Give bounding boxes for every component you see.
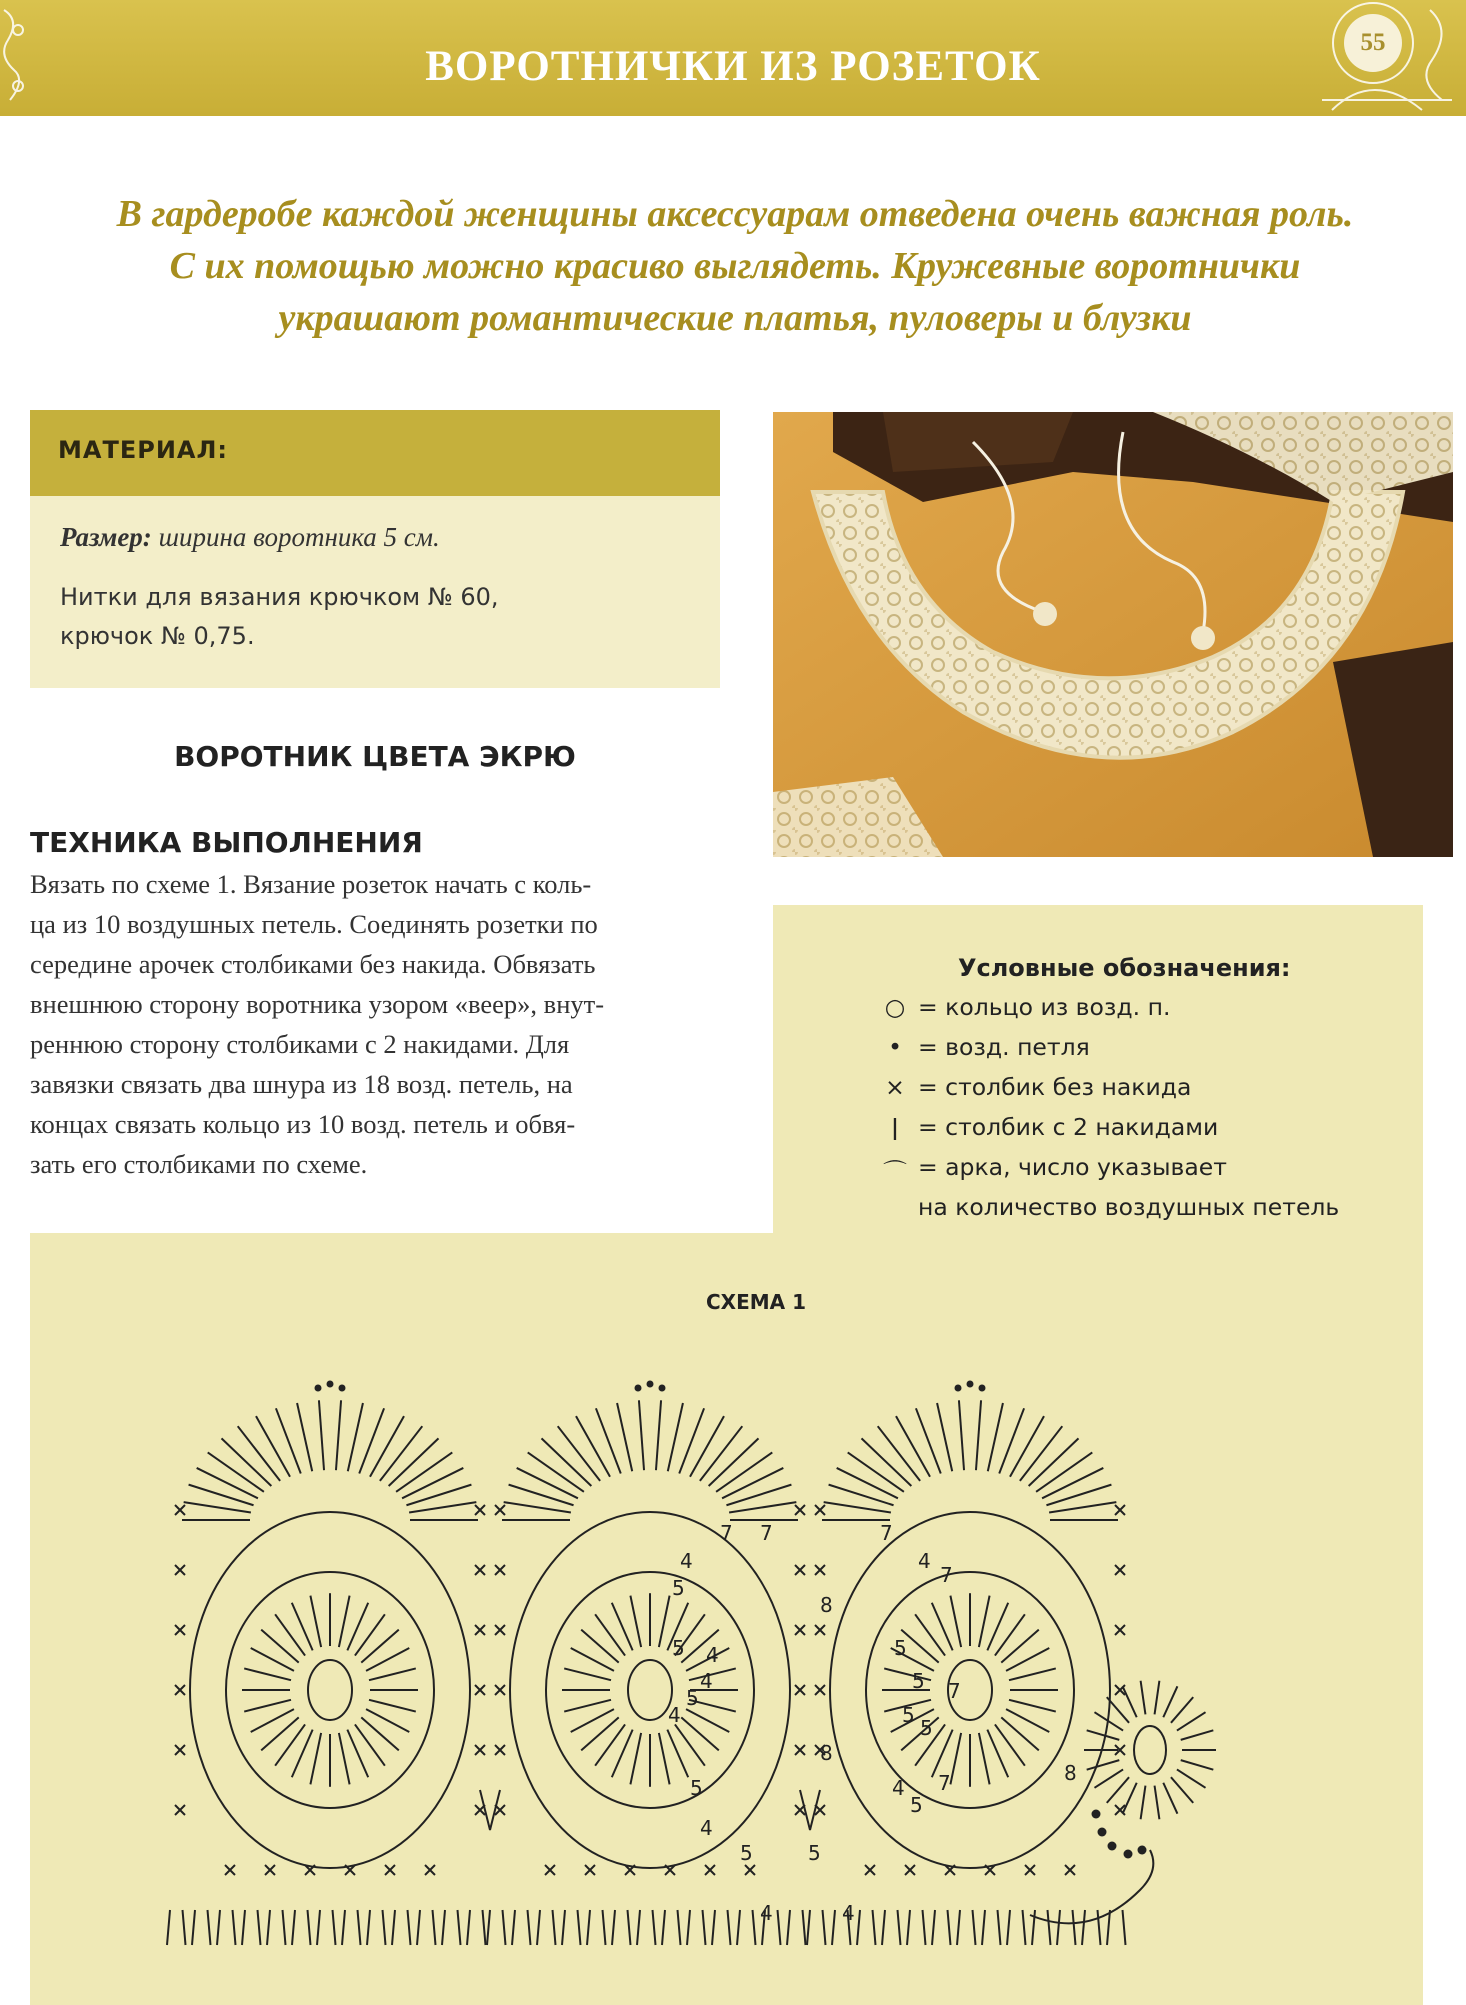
technique-line: завязки связать два шнура из 18 возд. петель, на bbox=[30, 1069, 573, 1099]
radial-stitch bbox=[339, 1733, 350, 1784]
intro-text bbox=[20, 188, 1450, 344]
fan-stitch bbox=[690, 1416, 724, 1477]
stitch-bar bbox=[1007, 1910, 1010, 1945]
arch-count-label: 4 bbox=[700, 1816, 713, 1840]
stitch-bar bbox=[857, 1910, 860, 1945]
stitch-bar bbox=[1082, 1910, 1085, 1945]
stitch-cross bbox=[585, 1865, 595, 1875]
radial-stitch bbox=[979, 1596, 990, 1647]
arch-count-label: 5 bbox=[808, 1841, 821, 1865]
fan-stitch bbox=[824, 1502, 891, 1512]
arch-count-label: 7 bbox=[940, 1563, 953, 1587]
radial-stitch bbox=[310, 1733, 321, 1784]
intro-line: В гардеробе каждой женщины аксессуарам отведена очень важная роль. bbox=[116, 193, 1354, 235]
stitch-bar bbox=[628, 1910, 631, 1945]
dot-icon: • bbox=[888, 1033, 902, 1061]
radial-stitch bbox=[564, 1668, 611, 1680]
legend-text: = кольцо из возд. п. bbox=[918, 993, 1171, 1021]
size-line bbox=[60, 522, 710, 553]
fan-stitch bbox=[197, 1468, 258, 1498]
cord-radial-stitch bbox=[1155, 1681, 1160, 1715]
size-value: ширина воротника 5 см. bbox=[158, 522, 440, 552]
legend-title: Условные обозначения: bbox=[958, 954, 1291, 982]
radial-stitch bbox=[950, 1596, 961, 1647]
fan-stitch bbox=[617, 1403, 632, 1471]
arch-count-label: 5 bbox=[672, 1636, 685, 1660]
stitch-bar bbox=[587, 1910, 590, 1945]
outer-arch-ring bbox=[190, 1512, 470, 1868]
stitch-bar bbox=[358, 1910, 361, 1945]
page-number-badge: 55 bbox=[1344, 14, 1402, 72]
radial-stitch bbox=[244, 1700, 291, 1712]
stitch-cross bbox=[815, 1565, 825, 1575]
fan-stitch bbox=[1020, 1426, 1062, 1481]
stitch-bar bbox=[528, 1910, 531, 1945]
fan-stitch bbox=[988, 1403, 1003, 1471]
fan-stitch bbox=[937, 1403, 952, 1471]
cord-radial-stitch bbox=[1123, 1783, 1137, 1814]
stitch-cross bbox=[475, 1745, 485, 1755]
cord-radial-stitch bbox=[1181, 1730, 1214, 1740]
radial-stitch bbox=[659, 1596, 670, 1647]
technique-line: реннюю сторону столбиками с 2 накидами. Для bbox=[30, 1029, 570, 1059]
stitch-cross bbox=[1115, 1625, 1125, 1635]
stitch-bar bbox=[562, 1910, 565, 1945]
picot-dot bbox=[955, 1385, 962, 1392]
fan-stitch bbox=[679, 1408, 704, 1473]
fan-stitch bbox=[959, 1400, 964, 1470]
stitch-cross bbox=[545, 1865, 555, 1875]
arch-count-label: 5 bbox=[740, 1841, 753, 1865]
legend-text: = столбик без накида bbox=[918, 1073, 1192, 1101]
stitch-bar bbox=[578, 1910, 581, 1945]
stitch-bar bbox=[487, 1910, 490, 1945]
stitch-cross bbox=[475, 1625, 485, 1635]
stitch-bar bbox=[342, 1910, 345, 1945]
technique-text bbox=[30, 864, 722, 1184]
arch-count-label: 7 bbox=[880, 1521, 893, 1545]
fan-stitch bbox=[700, 1426, 742, 1481]
cord-radial-stitch bbox=[1177, 1769, 1206, 1787]
technique-line: середине арочек столбиками без накида. Обвязать bbox=[30, 949, 596, 979]
fan-stitch bbox=[406, 1485, 471, 1506]
cord-radial-stitch bbox=[1177, 1712, 1206, 1730]
stitch-cross bbox=[795, 1565, 805, 1575]
cross-icon: × bbox=[885, 1073, 905, 1101]
stitch-cross bbox=[745, 1865, 755, 1875]
arch-count-label: 8 bbox=[820, 1741, 833, 1765]
stitch-cross bbox=[795, 1685, 805, 1695]
stitch-bar bbox=[537, 1910, 540, 1945]
stitch-cross bbox=[175, 1625, 185, 1635]
arch-count-label: 5 bbox=[686, 1686, 699, 1710]
stitch-cross bbox=[905, 1865, 915, 1875]
stitch-cross bbox=[705, 1865, 715, 1875]
stitch-cross bbox=[815, 1505, 825, 1515]
fan-stitch bbox=[576, 1416, 610, 1477]
stitch-bar bbox=[267, 1910, 270, 1945]
stitch-bar bbox=[703, 1910, 706, 1945]
cord-radial-stitch bbox=[1123, 1686, 1137, 1717]
fan-stitch bbox=[829, 1485, 894, 1506]
fan-stitch bbox=[238, 1426, 280, 1481]
picot-dot bbox=[339, 1385, 346, 1392]
fan-stitch bbox=[319, 1400, 324, 1470]
cord-radial-stitch bbox=[1163, 1686, 1177, 1717]
stitch-bar bbox=[442, 1910, 445, 1945]
stitch-bar bbox=[982, 1910, 985, 1945]
fan-stitch bbox=[999, 1408, 1024, 1473]
stitch-cross bbox=[1025, 1865, 1035, 1875]
fan-stitch bbox=[878, 1426, 920, 1481]
fan-stitch bbox=[504, 1502, 571, 1512]
arch-count-label: 5 bbox=[690, 1776, 703, 1800]
fan-stitch bbox=[896, 1416, 930, 1477]
stitch-bar bbox=[948, 1910, 951, 1945]
fan-stitch bbox=[1042, 1468, 1103, 1498]
fan-stitch bbox=[348, 1403, 363, 1471]
arch-count-label: 8 bbox=[820, 1593, 833, 1617]
cord-radial-stitch bbox=[1141, 1786, 1146, 1820]
arch-count-label: 5 bbox=[910, 1793, 923, 1817]
arch-count-label: 7 bbox=[720, 1521, 733, 1545]
arch-icon: ⌒ bbox=[883, 1158, 907, 1186]
picot-dot bbox=[979, 1385, 986, 1392]
radial-stitch bbox=[979, 1733, 990, 1784]
stitch-bar bbox=[433, 1910, 436, 1945]
stitch-cross bbox=[815, 1625, 825, 1635]
collar-title: ВОРОТНИК ЦВЕТА ЭКРЮ bbox=[174, 740, 576, 773]
arch-count-label: 5 bbox=[912, 1669, 925, 1693]
fan-stitch bbox=[297, 1403, 312, 1471]
stitch-bar bbox=[957, 1910, 960, 1945]
stitch-bar bbox=[308, 1910, 311, 1945]
fan-stitch bbox=[517, 1468, 578, 1498]
stitch-bar bbox=[603, 1910, 606, 1945]
fan-stitch bbox=[558, 1426, 600, 1481]
arch-count-label: 7 bbox=[760, 1521, 773, 1545]
yarn-line: крючок № 0,75. bbox=[60, 622, 255, 650]
radial-stitch bbox=[369, 1700, 416, 1712]
stitch-bar bbox=[503, 1910, 506, 1945]
fan-stitch bbox=[359, 1408, 384, 1473]
radial-stitch bbox=[1009, 1668, 1056, 1680]
technique-line: внешнюю сторону воротника узором «веер», внут- bbox=[30, 989, 605, 1019]
cord-ring bbox=[1030, 1681, 1216, 1924]
stitch-bar bbox=[907, 1910, 910, 1945]
stitch-cross bbox=[815, 1685, 825, 1695]
arch-count-label: 5 bbox=[894, 1636, 907, 1660]
material-header bbox=[30, 410, 720, 496]
cord-radial-stitch bbox=[1181, 1760, 1214, 1770]
radial-stitch bbox=[369, 1668, 416, 1680]
radial-stitch bbox=[564, 1700, 611, 1712]
stitch-cross bbox=[795, 1625, 805, 1635]
technique-title: ТЕХНИКА ВЫПОЛНЕНИЯ bbox=[30, 826, 423, 859]
stitch-bar bbox=[242, 1910, 245, 1945]
stitch-cross bbox=[225, 1865, 235, 1875]
technique-line: Вязать по схеме 1. Вязание розеток начать с коль- bbox=[30, 869, 592, 899]
stitch-bar bbox=[408, 1910, 411, 1945]
bar-icon: ǀ bbox=[891, 1113, 899, 1141]
stitch-bar bbox=[728, 1910, 731, 1945]
arch-count-label: 7 bbox=[948, 1679, 961, 1703]
fan-stitch bbox=[256, 1416, 290, 1477]
stitch-cross bbox=[1115, 1505, 1125, 1515]
fan-stitch bbox=[276, 1408, 301, 1473]
stitch-bar bbox=[807, 1910, 810, 1945]
fan-stitch bbox=[837, 1468, 898, 1498]
fan-stitch bbox=[729, 1502, 796, 1512]
stitch-cross bbox=[475, 1505, 485, 1515]
stitch-bar bbox=[687, 1910, 690, 1945]
stitch-bar bbox=[787, 1910, 790, 1945]
stitch-cross bbox=[175, 1745, 185, 1755]
ring-icon: ○ bbox=[884, 993, 906, 1021]
fan-stitch bbox=[639, 1400, 644, 1470]
arch-count-label: 4 bbox=[706, 1643, 719, 1667]
stitch-cross bbox=[385, 1865, 395, 1875]
arch-count-label: 4 bbox=[892, 1776, 905, 1800]
join-v bbox=[800, 1790, 820, 1830]
arch-count-label: 4 bbox=[680, 1549, 693, 1573]
radial-stitch bbox=[1009, 1700, 1056, 1712]
cord-radial-stitch bbox=[1155, 1786, 1160, 1820]
stitch-cross bbox=[175, 1805, 185, 1815]
stitch-bar bbox=[832, 1910, 835, 1945]
stitch-bar bbox=[873, 1910, 876, 1945]
yarn-line: Нитки для вязания крючком № 60, bbox=[60, 583, 499, 611]
stitch-bar bbox=[973, 1910, 976, 1945]
stitch-bar bbox=[923, 1910, 926, 1945]
stitch-bar bbox=[483, 1910, 486, 1945]
cord-ring-center bbox=[1134, 1726, 1166, 1774]
chain-dot bbox=[1092, 1810, 1101, 1819]
picot-dot bbox=[647, 1381, 654, 1388]
fan-stitch bbox=[380, 1426, 422, 1481]
stitch-cross bbox=[265, 1865, 275, 1875]
stitch-cross bbox=[175, 1565, 185, 1575]
arch-label-group bbox=[668, 1521, 1077, 1925]
radial-stitch bbox=[339, 1596, 350, 1647]
stitch-cross bbox=[1065, 1865, 1075, 1875]
intro-line: украшают романтические платья, пуловеры и блузки bbox=[278, 297, 1192, 339]
cord-radial-stitch bbox=[1163, 1783, 1177, 1814]
stitch-bar bbox=[1073, 1910, 1076, 1945]
picot-dot bbox=[315, 1385, 322, 1392]
stitch-bar bbox=[1048, 1910, 1051, 1945]
stitch-bar bbox=[183, 1910, 186, 1945]
technique-line: ца из 10 воздушных петель. Соединять розетки по bbox=[30, 909, 598, 939]
stitch-bar bbox=[258, 1910, 261, 1945]
stitch-bar bbox=[778, 1910, 781, 1945]
chain-dot bbox=[1098, 1828, 1107, 1837]
radial-stitch bbox=[630, 1733, 641, 1784]
stitch-bar bbox=[753, 1910, 756, 1945]
arch-count-label: 4 bbox=[760, 1901, 773, 1925]
picot-dot bbox=[635, 1385, 642, 1392]
stitch-bar bbox=[932, 1910, 935, 1945]
chain-dot bbox=[1124, 1850, 1133, 1859]
stitch-cross bbox=[175, 1685, 185, 1695]
yarn-text bbox=[60, 578, 700, 656]
legend-text: = возд. петля bbox=[918, 1033, 1090, 1061]
crochet-diagram bbox=[150, 1370, 1350, 1960]
stitch-bar bbox=[317, 1910, 320, 1945]
stitch-bar bbox=[208, 1910, 211, 1945]
arch-count-label: 4 bbox=[700, 1669, 713, 1693]
stitch-cross bbox=[495, 1505, 505, 1515]
arch-count-label: 5 bbox=[902, 1703, 915, 1727]
fan-stitch bbox=[402, 1468, 463, 1498]
legend-text: = арка, число указывает bbox=[918, 1153, 1227, 1181]
fan-stitch bbox=[509, 1485, 574, 1506]
stitch-bar bbox=[612, 1910, 615, 1945]
fan-stitch bbox=[722, 1468, 783, 1498]
arch-count-label: 8 bbox=[1064, 1761, 1077, 1785]
page-title: ВОРОТНИЧКИ ИЗ РОЗЕТОК bbox=[425, 43, 1041, 90]
technique-line: зать его столбиками по схеме. bbox=[30, 1149, 368, 1179]
fan-stitch bbox=[336, 1400, 341, 1470]
cord-radial-stitch bbox=[1171, 1697, 1193, 1723]
stitch-bar bbox=[678, 1910, 681, 1945]
cord-radial-stitch bbox=[1107, 1777, 1129, 1803]
stitch-cross bbox=[795, 1745, 805, 1755]
stitch-bar bbox=[998, 1910, 1001, 1945]
cord-radial-stitch bbox=[1094, 1769, 1123, 1787]
cord-radial-stitch bbox=[1141, 1681, 1146, 1715]
collar-photo bbox=[773, 412, 1453, 857]
stitch-cross bbox=[795, 1505, 805, 1515]
arch-count-label: 5 bbox=[920, 1716, 933, 1740]
stitch-bar bbox=[712, 1910, 715, 1945]
stitch-bar bbox=[458, 1910, 461, 1945]
fan-stitch bbox=[1010, 1416, 1044, 1477]
stitch-cross bbox=[495, 1565, 505, 1575]
fan-stitch bbox=[976, 1400, 981, 1470]
size-label: Размер: bbox=[60, 522, 152, 552]
chain-dot bbox=[1138, 1846, 1147, 1855]
fan-stitch bbox=[189, 1485, 254, 1506]
stitch-bar bbox=[217, 1910, 220, 1945]
stitch-cross bbox=[175, 1505, 185, 1515]
fan-stitch bbox=[596, 1408, 621, 1473]
fan-stitch bbox=[1049, 1502, 1116, 1512]
stitch-cross bbox=[865, 1865, 875, 1875]
material-title: МАТЕРИАЛ: bbox=[58, 436, 229, 464]
fan-stitch bbox=[726, 1485, 791, 1506]
fan-stitch bbox=[370, 1416, 404, 1477]
center-ring bbox=[628, 1660, 672, 1720]
arch-count-label: 4 bbox=[668, 1703, 681, 1727]
stitch-cross bbox=[475, 1565, 485, 1575]
picot-dot bbox=[327, 1381, 334, 1388]
arch-count-label: 5 bbox=[672, 1576, 685, 1600]
stitch-bar bbox=[1023, 1910, 1026, 1945]
stitch-bar bbox=[637, 1910, 640, 1945]
material-panel bbox=[30, 410, 720, 688]
outer-arch-ring bbox=[510, 1512, 790, 1868]
stitch-bar bbox=[283, 1910, 286, 1945]
stitch-bar bbox=[662, 1910, 665, 1945]
stitch-bar bbox=[383, 1910, 386, 1945]
radial-stitch bbox=[310, 1596, 321, 1647]
cord-radial-stitch bbox=[1087, 1730, 1120, 1740]
motif-group bbox=[167, 1381, 1126, 1946]
stitch-cross bbox=[495, 1745, 505, 1755]
intro-line: С их помощью можно красиво выглядеть. Кружевные воротнички bbox=[169, 245, 1301, 287]
cord-radial-stitch bbox=[1087, 1760, 1120, 1770]
stitch-bar bbox=[882, 1910, 885, 1945]
stitch-bar bbox=[823, 1910, 826, 1945]
stitch-bar bbox=[653, 1910, 656, 1945]
stitch-cross bbox=[425, 1865, 435, 1875]
picot-dot bbox=[659, 1385, 666, 1392]
stitch-bar bbox=[1107, 1910, 1110, 1945]
arch-count-label: 7 bbox=[938, 1771, 951, 1795]
stitch-bar bbox=[233, 1910, 236, 1945]
stitch-bar bbox=[417, 1910, 420, 1945]
picot-dot bbox=[967, 1381, 974, 1388]
chain-dot bbox=[1108, 1842, 1117, 1851]
fan-stitch bbox=[1046, 1485, 1111, 1506]
radial-stitch bbox=[630, 1596, 641, 1647]
radial-stitch bbox=[659, 1733, 670, 1784]
stitch-bar bbox=[737, 1910, 740, 1945]
stitch-bar bbox=[192, 1910, 195, 1945]
stitch-bar bbox=[553, 1910, 556, 1945]
technique-line: концах связать кольцо из 10 возд. петель и обвя- bbox=[30, 1109, 576, 1139]
join-v bbox=[480, 1790, 500, 1830]
fan-stitch bbox=[184, 1502, 251, 1512]
radial-stitch bbox=[244, 1668, 291, 1680]
stitch-cross bbox=[475, 1685, 485, 1695]
stitch-bar bbox=[367, 1910, 370, 1945]
legend-text: на количество воздушных петель bbox=[918, 1193, 1340, 1221]
stitch-bar bbox=[1098, 1910, 1101, 1945]
stitch-bar bbox=[512, 1910, 515, 1945]
fan-stitch bbox=[656, 1400, 661, 1470]
stitch-bar bbox=[467, 1910, 470, 1945]
stitch-bar bbox=[167, 1910, 170, 1945]
radial-stitch bbox=[950, 1733, 961, 1784]
stitch-bar bbox=[1057, 1910, 1060, 1945]
center-ring bbox=[308, 1660, 352, 1720]
stitch-bar bbox=[803, 1910, 806, 1945]
arch-count-label: 4 bbox=[918, 1549, 931, 1573]
stitch-bar bbox=[392, 1910, 395, 1945]
cord-radial-stitch bbox=[1171, 1777, 1193, 1803]
stitch-bar bbox=[1123, 1910, 1126, 1945]
fan-stitch bbox=[668, 1403, 683, 1471]
stitch-cross bbox=[495, 1625, 505, 1635]
stitch-bar bbox=[333, 1910, 336, 1945]
fan-stitch bbox=[409, 1502, 476, 1512]
outer-arch-ring bbox=[830, 1512, 1110, 1868]
fan-stitch bbox=[916, 1408, 941, 1473]
legend-text: = столбик с 2 накидами bbox=[918, 1113, 1219, 1141]
scheme-title: СХЕМА 1 bbox=[706, 1290, 807, 1314]
stitch-cross bbox=[1115, 1565, 1125, 1575]
stitch-bar bbox=[898, 1910, 901, 1945]
stitch-bar bbox=[292, 1910, 295, 1945]
arch-count-label: 4 bbox=[842, 1901, 855, 1925]
stitch-cross bbox=[495, 1685, 505, 1695]
